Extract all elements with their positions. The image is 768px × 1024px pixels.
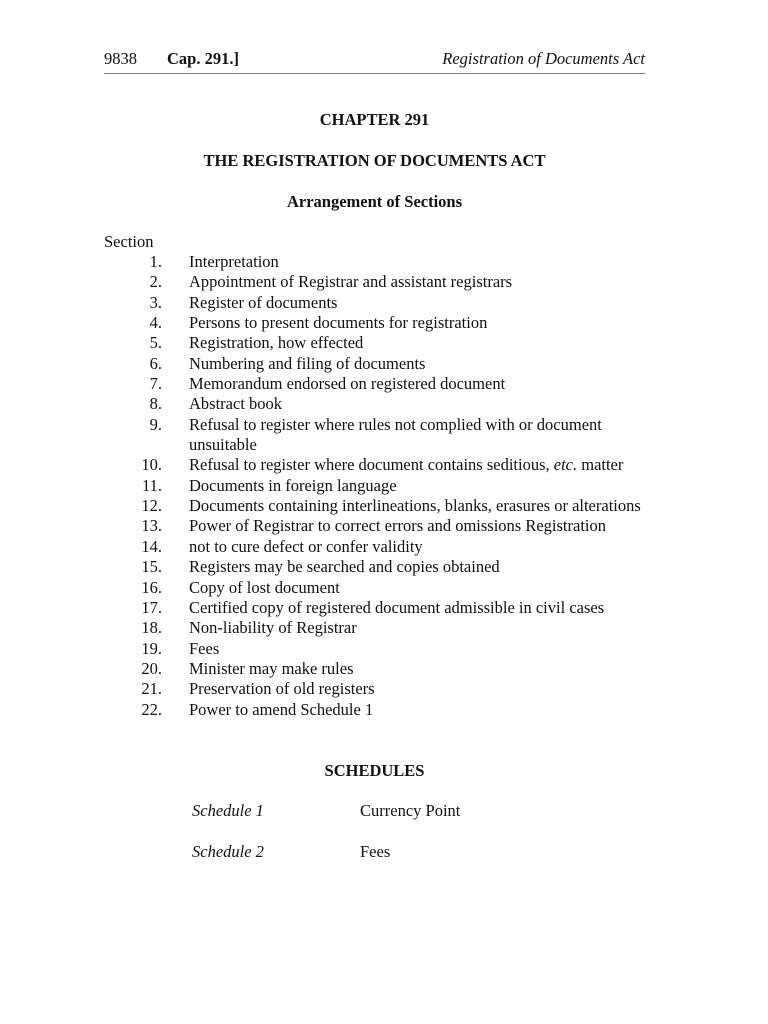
section-title bbox=[189, 537, 664, 557]
arrangement-heading: Arrangement of Sections bbox=[286, 192, 463, 211]
page-number: 9838 bbox=[104, 49, 137, 68]
act-title: THE REGISTRATION OF DOCUMENTS ACT bbox=[203, 151, 546, 170]
section-title bbox=[189, 394, 664, 414]
section-number: 21. bbox=[141, 679, 162, 699]
section-title bbox=[189, 415, 664, 456]
section-title bbox=[189, 516, 664, 536]
section-title-text: Refusal to register where rules not complied with or document unsuitable bbox=[189, 414, 602, 455]
section-title-text: Documents in foreign language bbox=[189, 475, 397, 495]
schedule-name: Schedule 1 bbox=[192, 801, 264, 820]
section-title bbox=[189, 293, 664, 313]
section-number: 4. bbox=[149, 313, 162, 333]
section-title bbox=[189, 578, 664, 598]
section-number: 2. bbox=[149, 272, 162, 292]
section-item bbox=[104, 659, 664, 679]
section-title-text: Power to amend Schedule 1 bbox=[189, 699, 374, 719]
section-item bbox=[104, 578, 664, 598]
section-number: 20. bbox=[141, 658, 162, 678]
section-number: 17. bbox=[141, 597, 162, 617]
section-title-text: Persons to present documents for registration bbox=[189, 313, 488, 333]
section-item bbox=[104, 557, 664, 577]
section-title-text: Minister may make rules bbox=[189, 658, 354, 678]
section-item bbox=[104, 272, 664, 292]
section-title-text: Register of documents bbox=[189, 292, 338, 312]
section-number: 14. bbox=[141, 536, 162, 556]
section-title bbox=[189, 618, 664, 638]
section-title-text: Non-liability of Registrar bbox=[189, 618, 357, 638]
section-number: 3. bbox=[149, 292, 162, 312]
section-item bbox=[104, 354, 664, 374]
section-number: 18. bbox=[141, 618, 162, 638]
section-title bbox=[189, 333, 664, 353]
section-item bbox=[104, 415, 664, 456]
section-item bbox=[104, 496, 664, 516]
section-title-text: Copy of lost document bbox=[189, 577, 340, 597]
section-item bbox=[104, 313, 664, 333]
section-title bbox=[189, 272, 664, 292]
section-number: 11. bbox=[141, 475, 162, 495]
section-number: 19. bbox=[141, 638, 162, 658]
section-title bbox=[189, 557, 664, 577]
section-item bbox=[104, 516, 664, 536]
schedules-heading: SCHEDULES bbox=[324, 761, 425, 780]
schedule-name: Schedule 2 bbox=[192, 842, 264, 861]
section-number: 5. bbox=[149, 333, 162, 353]
section-number: 12. bbox=[141, 496, 162, 516]
section-title bbox=[189, 354, 664, 374]
section-item bbox=[104, 333, 664, 353]
section-item bbox=[104, 252, 664, 272]
running-act-title: Registration of Documents Act bbox=[442, 49, 645, 68]
section-title-text: Interpretation bbox=[189, 252, 279, 271]
section-item bbox=[104, 618, 664, 638]
section-title bbox=[189, 313, 664, 333]
chapter-heading: CHAPTER 291 bbox=[319, 110, 430, 129]
section-item bbox=[104, 537, 664, 557]
section-title bbox=[189, 659, 664, 679]
schedule-title: Fees bbox=[360, 842, 391, 861]
section-item bbox=[104, 476, 664, 496]
section-title-text: Appointment of Registrar and assistant registrars bbox=[189, 272, 513, 292]
section-item bbox=[104, 679, 664, 699]
section-item bbox=[104, 374, 664, 394]
section-title bbox=[189, 455, 664, 475]
section-title-text: Fees bbox=[189, 638, 220, 658]
section-title bbox=[189, 639, 664, 659]
section-number: 22. bbox=[141, 699, 162, 719]
section-title-suffix: matter bbox=[577, 455, 624, 475]
section-number: 8. bbox=[149, 394, 162, 414]
section-item bbox=[104, 455, 664, 475]
section-title bbox=[189, 476, 664, 496]
section-title bbox=[189, 679, 664, 699]
section-title-text: not to cure defect or confer validity bbox=[189, 536, 423, 556]
section-title bbox=[189, 252, 664, 272]
section-title-text: Refusal to register where document contains seditious, bbox=[189, 455, 554, 475]
section-title bbox=[189, 374, 664, 394]
section-number: 10. bbox=[141, 455, 162, 475]
section-title-italic: etc. bbox=[553, 455, 578, 475]
section-title-text: Preservation of old registers bbox=[189, 679, 375, 699]
section-title-text: Registration, how effected bbox=[189, 333, 364, 353]
section-title-text: Certified copy of registered document admissible in civil cases bbox=[189, 597, 605, 617]
section-number: 13. bbox=[141, 516, 162, 536]
section-item bbox=[104, 639, 664, 659]
section-column-label: Section bbox=[104, 232, 154, 251]
section-title-text: Abstract book bbox=[189, 394, 283, 414]
schedule-row bbox=[192, 801, 552, 823]
header-divider bbox=[104, 73, 645, 74]
section-number: 16. bbox=[141, 577, 162, 597]
section-number: 6. bbox=[149, 353, 162, 373]
section-number: 15. bbox=[141, 557, 162, 577]
section-title-text: Documents containing interlineations, blanks, erasures or alterations bbox=[189, 496, 641, 516]
section-item bbox=[104, 293, 664, 313]
section-item bbox=[104, 394, 664, 414]
section-number: 9. bbox=[149, 414, 162, 434]
section-number: 1. bbox=[149, 252, 162, 271]
section-title-text: Numbering and filing of documents bbox=[189, 353, 426, 373]
section-title bbox=[189, 700, 664, 720]
section-title bbox=[189, 496, 664, 516]
running-head bbox=[104, 49, 645, 73]
section-item bbox=[104, 700, 664, 720]
schedule-row bbox=[192, 842, 552, 864]
section-title-text: Memorandum endorsed on registered document bbox=[189, 374, 506, 394]
schedule-title: Currency Point bbox=[360, 801, 461, 820]
section-title-text: Registers may be searched and copies obtained bbox=[189, 557, 500, 577]
section-item bbox=[104, 598, 664, 618]
section-list bbox=[104, 252, 664, 720]
section-title-text: Power of Registrar to correct errors and omissions Registration bbox=[189, 516, 606, 536]
section-number: 7. bbox=[149, 374, 162, 394]
section-title bbox=[189, 598, 664, 618]
chapter-cap-reference: Cap. 291.] bbox=[167, 49, 239, 68]
